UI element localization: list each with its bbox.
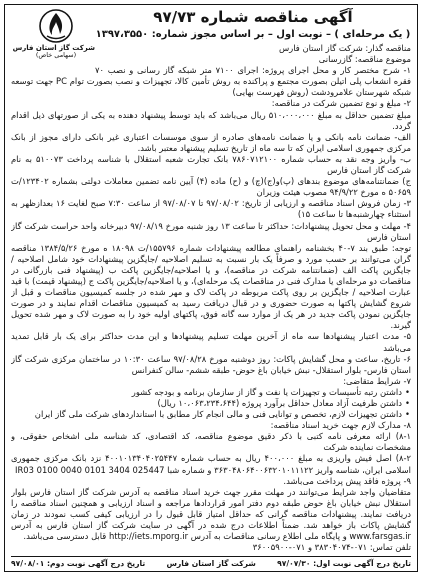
first-run-date: تاریخ درج آگهی نوبت اول: ۹۷/۰۷/۳۰ xyxy=(277,559,411,569)
section-7-requirements-heading: ۷- شرایط متقاضی: xyxy=(343,375,411,386)
section-5-bid-validity: ۵- مدت اعتبار پیشنهادها سه ماه از آخرین مهلت تسلیم پیشنهادها و این مدت حداکثر برای یک بار قابل تمدید می‌باشد xyxy=(11,331,411,353)
section-3-document-sale-period: ۳- زمان فروش اسناد مناقصه و ارزیابی از تاریخ: ۹۷/۰۸/۰۲ تا ۹۷/۰۸/۰۷ از ساعت ۷:۳۰ صبح لغایت ۱۶ بعدازظهر به استثناء چهارشنبه‌ها تا ساعت ۱۵) xyxy=(11,198,411,220)
tender-organizer: مناقصه گذار: شرکت گاز استان فارس xyxy=(278,43,411,53)
guarantee-option-b: ب- واریز وجه نقد به حساب شماره ۷۸۶۰۷۱۲۱۰۰ بانک تجارت شعبه استقلال با شناسه پرداخت ۵۱۰۰۷۳ به نام شرکت گاز استان فارس xyxy=(11,153,411,176)
notice-title: آگهی مناقصه شماره ۹۷/۷۳ xyxy=(153,8,353,26)
document-introduction-letter: ۸-۱) ارائه معرفی نامه کتبی با ذکر دقیق موضوع مناقصه، کد اقتصادی، کد شناسه ملی اشخاص حقوقی، و مشخصات نماینده شرکت xyxy=(11,431,411,453)
logo-company-type: (سهامی خاص) xyxy=(35,51,77,60)
notice-content xyxy=(11,8,411,556)
tender-notice-frame xyxy=(4,4,418,572)
tender-subject: موضوع مناقصه: گازرسانی xyxy=(318,54,411,65)
closing-instructions: متقاضیان واجد شرایط می‌توانند در مهلت مقرر جهت خرید اسناد مناقصه به آدرس شرکت گاز استان فارس بلوار استقلال نبش خیابان باغ حوض طبقه دوم دفتر امور قراردادها مراجعه و اسناد ارزیابی و همچنین اسناد مناقصه را دریافت نمایند. پیشنهادات مناقصه گرانی که حداقل امتیاز قابل قبول را در ارزیابی کیفی کسب نمودند در زمان گشایش پاکات باز خواهد شد. ضمناً اطلاعات درج شده در آگهی در سایت شرکت گاز استان فارس به آدرس www.farsgas.ir و پایگاه ملی اطلاع رسانی مناقصات به آدرس http://iets.mporg.ir قابل دسترسی می‌باشد. xyxy=(11,486,411,542)
section-1-project-description: ۱- شرح مختصر کار و محل اجرای پروژه: اجرای ۷۱۰۰ متر شبکه گاز رسانی و نصب ۷۰ فقره انشعاب پلی اتیلن بصورت مجتمع و پراکنده به روش تأمین کالا، تجهیزات و نصب بصورت توام PC جهت توسعه شبکه شهرستان علامرودشت (روش فهرست بهایی) xyxy=(11,65,411,98)
section-4-submission-deadline: ۴- مهلت و محل تحویل پیشنهادات: حداکثر تا ساعت ۱۳ روز شنبه مورخ ۹۷/۰۸/۱۹ دبیرخانه واحد حراست شرکت گاز استان فارس xyxy=(11,220,411,242)
contact-phone: تلفن تماس: ۰۷۱-۳۸۳۰۴۰۷۴ و ۰۷۱-۳۶۰۰۵۹۰۰ xyxy=(252,542,411,553)
requirement-capacity: • داشتن ظرفیت آزاد معادل حداقل برآورد پروژه (۱۰،۰۶۳،۲۳۴،۶۴۴ ریال) xyxy=(11,398,411,409)
footer-company-name: شرکت گاز استان فارس xyxy=(166,559,256,569)
guarantee-amount: مبلغ تضمین حداقل به مبلغ ۵۱۰،۰۰۰،۰۰۰ ریال می‌باشد که باید توسط پیشنهاد دهنده به یکی از صورتهای ذیل اقدام گردد. xyxy=(11,109,411,131)
second-run-date: تاریخ درج آگهی نوبت دوم: ۹۷/۰۸/۰۱ xyxy=(11,559,146,569)
notice-footer xyxy=(11,556,411,569)
guarantee-option-a: الف- ضمانت نامه بانکی و یا ضمانت نامه‌های صادره از سوی موسسات اعتباری غیر بانکی دارای مجوز از بانک مرکزی جمهوری اسلامی ایران که تا سه ماه از تاریخ تسلیم پیشنهاد معتبر باشد. xyxy=(11,131,411,153)
nigc-flame-logo-icon xyxy=(38,8,74,44)
amendment-note: توجه: طبق بند ۷-۴۰ بخشنامه راهنمای مطالعه پیشنهادات شماره ۱۵۵۷۹۶/ت ۱۸۰۹۸ ه مورخ ۱۳۸۴/۵/۲۶ مناقصه گران می‌توانند بر حسب مورد و صرفاً یک بار نسبت به تسلیم اصلاحیه /جایگزین پیشنهادات خود شامل اصلاحیه /جایگزین پاکت الف (ضمانتنامه شرکت در مناقصه)، و یا اصلاحیه/جایگزین پاکت ب (پیشنهاد فنی بازرگانی در مناقصات دو مرحله‌ای یا مدارک فنی در مناقصات یک مرحله‌ای)، و یا اصلاحیه/جایگزین پاکت ج (پیشنهاد قیمت) با قید عبارت اصلاحیه / جایگزین بر روی پاکت مربوطه در پاکت لاک و مهر شده در جلسه کمیسیون مناقصات و قبل از شروع گشایش پاکتها به صورت حضوری و در قبال دریافت رسید به کمیسیون مناقصات اقدام نمایند و در صورت جایگزین نمودن پاکت جدید در هر یک از موارد سه گانه فوق، پاکتهای اولیه خود را به صورت لاک و مهر شده تحویل گیرند. xyxy=(11,242,411,331)
document-payment-receipt: ۸-۲) اصل فیش واریزی به مبلغ ۴۰۰،۰۰۰ ریال به حساب شماره ۴۰۰۱۰۱۳۴۰۴۰۲۵۴۴۷ نزد بانک مرکزی جمهوری اسلامی ایران، شناسه واریز ۳۶۳۰۴۸۰۶۴۰۰۶۳۲۰۱۰۱۱۱۲۲ و شماره شبا IR03 0100 0040 0101 3404 025447 xyxy=(11,453,411,475)
section-6-opening-session: ۶- تاریخ، ساعت و محل گشایش پاکات: روز دوشنبه مورخ ۹۷/۰۸/۲۸ ساعت ۱۰:۳۰ در ساختمان مرکزی شرکت گاز استان فارس- بلوار استقلال- نبش خیابان باغ حوض- طبقه ششم- سالن کنفرانس xyxy=(11,353,411,375)
requirement-rating: • داشتن رتبه تأسیسات و تجهیزات یا نفت و گاز از سازمان برنامه و بودجه کشور xyxy=(11,387,411,398)
section-8-documents-heading: ۸- مدارک لازم جهت خرید اسناد مناقصه: xyxy=(270,420,411,431)
company-logo xyxy=(12,8,95,70)
notice-subtitle: ( یک مرحله‌ای ) – نوبت اول – بر اساس مجوز شماره: ۱۳۹۷،۳۵۵۰ xyxy=(95,28,411,40)
requirement-equipment: • داشتن تجهیزات لازم، تخصص و توانایی فنی و مالی انجام کار مطابق با استانداردهای شرکت ملی گاز ایران xyxy=(11,409,411,420)
section-9-prepayment: ۹- پروژه فاقد پیش پرداخت می‌باشد. xyxy=(283,475,411,486)
guarantee-option-c: ج) ضمانتنامه‌های موضوع بندهای (پ)و(ج)(چ) و (ح) ماده (۴) آیین نامه تضمین معاملات دولتی بشماره ۱۲۳۴۰۲/ت ۵۰۶۵۹ ه مورخ ۹۴/۹/۲۲ مصوب هیئت وزیران xyxy=(11,176,411,198)
section-2-guarantee-heading: ۲- مبلغ و نوع تضمین شرکت در مناقصه: xyxy=(271,98,411,109)
notice-heading xyxy=(95,8,411,41)
logo-company-name: شرکت گاز استان فارس xyxy=(12,44,95,52)
